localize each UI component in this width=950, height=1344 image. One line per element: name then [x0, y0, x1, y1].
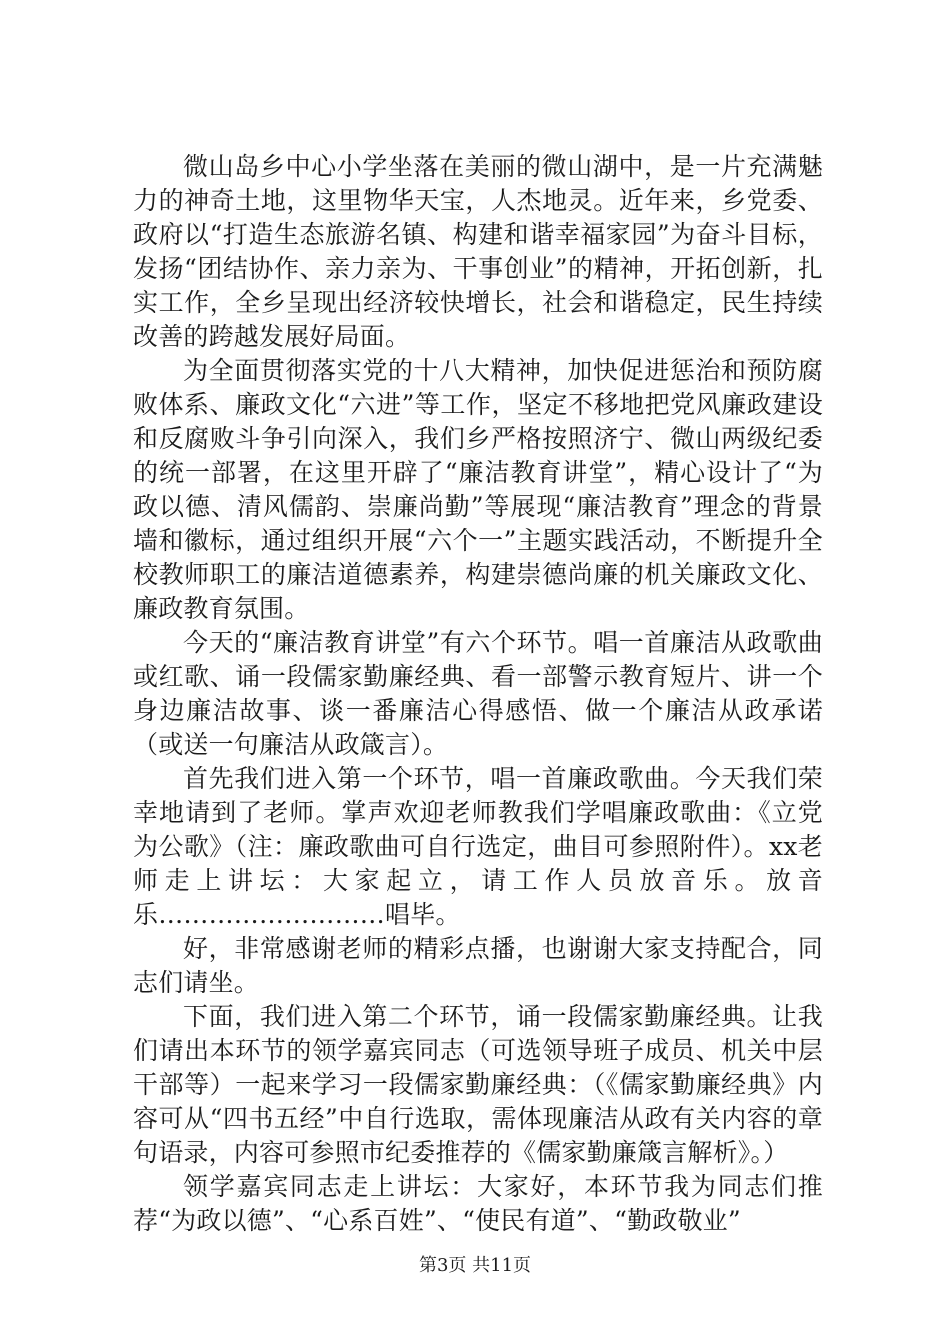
paragraph-background: 为全面贯彻落实党的十八大精神，加快促进惩治和预防腐败体系、廉政文化“六进”等工作，坚定不移地把党风廉政建设和反腐败斗争引向深入，我们乡严格按照济宁、微山两级纪委的统一部署，在这里开辟了“廉洁教育讲堂”，精心设计了“为政以德、清风儒韵、崇廉尚勤”等展现“廉洁教育”理念的背景墙和徽标，通过组织开展“六个一”主题实践活动，不断提升全校教师职工的廉洁道德素养，构建崇德尚廉的机关廉政文化、廉政教育氛围。 [133, 356, 823, 623]
paragraph-section-one: 首先我们进入第一个环节，唱一首廉政歌曲。今天我们荣幸地请到了老师。掌声欢迎老师教我们学唱廉政歌曲：《立党为公歌》（注：廉政歌曲可自行选定，曲目可参照附件）。xx老师走上讲坛：大家起立，请工作人员放音乐。放音乐………………………唱毕。 [133, 764, 823, 929]
paragraph-guest-speaker: 领学嘉宾同志走上讲坛：大家好，本环节我为同志们推荐“为政以德”、“心系百姓”、“使民有道”、“勤政敬业” [133, 1172, 823, 1235]
paragraph-intro: 微山岛乡中心小学坐落在美丽的微山湖中，是一片充满魅力的神奇土地，这里物华天宝，人杰地灵。近年来，乡党委、政府以“打造生态旅游名镇、构建和谐幸福家园”为奋斗目标，发扬“团结协作、亲力亲为、干事创业”的精神，开拓创新，扎实工作，全乡呈现出经济较快增长，社会和谐稳定，民生持续改善的跨越发展好局面。 [133, 152, 823, 351]
paragraph-thanks: 好，非常感谢老师的精彩点播，也谢谢大家支持配合，同志们请坐。 [133, 934, 823, 997]
page-footer: 第3页 共11页 [418, 1255, 532, 1276]
paragraph-section-two: 下面，我们进入第二个环节，诵一段儒家勤廉经典。让我们请出本环节的领学嘉宾同志（可选领导班子成员、机关中层干部等）一起来学习一段儒家勤廉经典：（《儒家勤廉经典》内容可从“四书五经”中自行选取，需体现廉洁从政有关内容的章句语录，内容可参照市纪委推荐的《儒家勤廉箴言解析》。） [133, 1002, 823, 1167]
paragraph-six-sections: 今天的“廉洁教育讲堂”有六个环节。唱一首廉洁从政歌曲或红歌、诵一段儒家勤廉经典、看一部警示教育短片、讲一个身边廉洁故事、谈一番廉洁心得感悟、做一个廉洁从政承诺（或送一句廉洁从政箴言）。 [133, 628, 823, 759]
document-body [133, 150, 823, 1238]
